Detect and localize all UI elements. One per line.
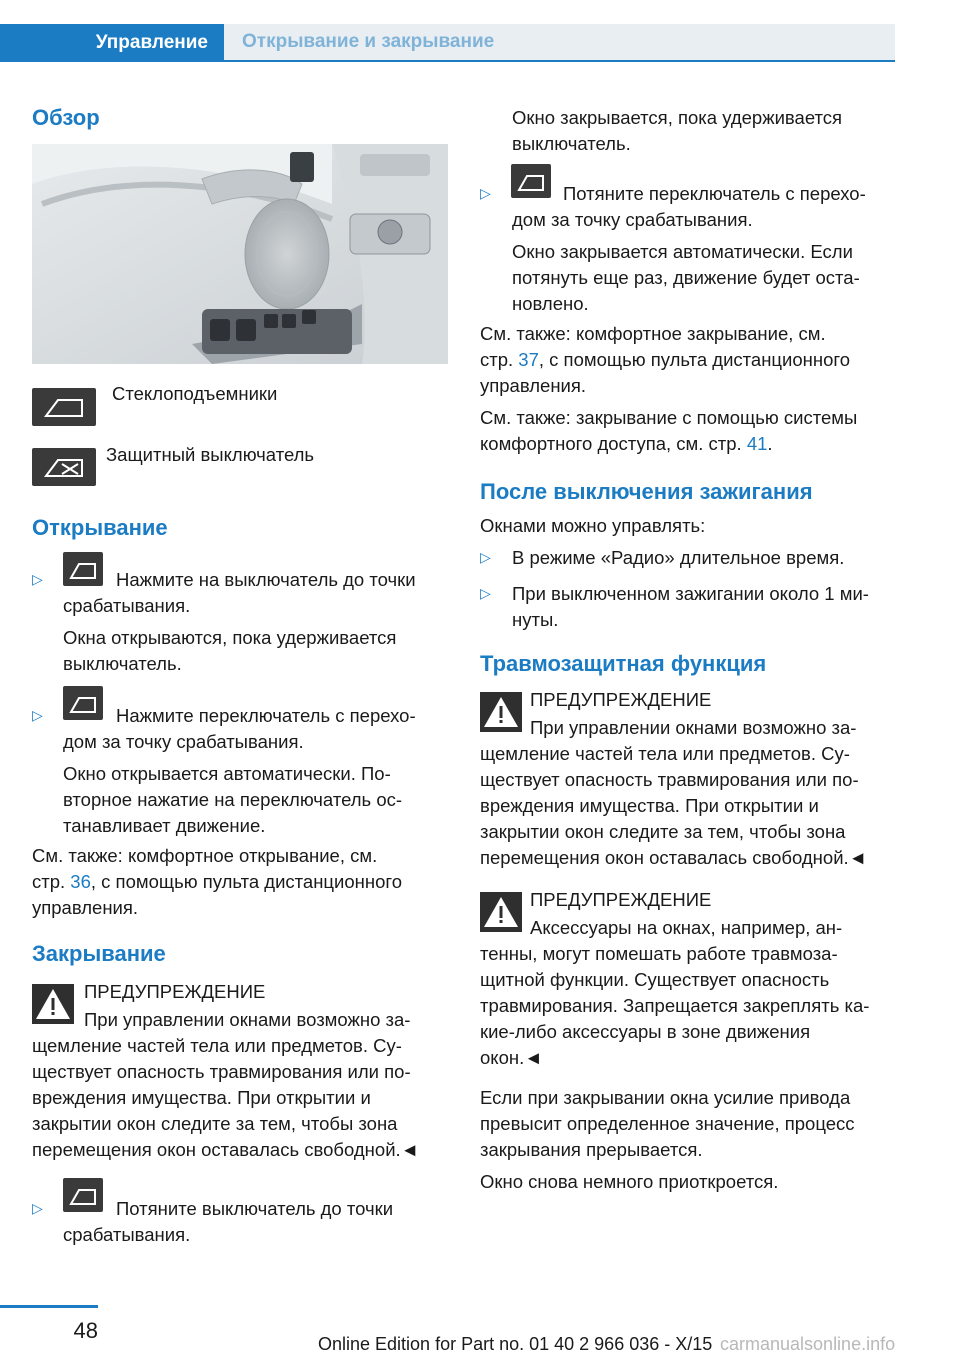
open-bullet-2-line2: дом за точку срабатывания. [63, 731, 304, 752]
page-header [0, 24, 960, 62]
warning-triangle-icon [32, 984, 74, 1024]
after-ignition-bullet-2-line1: При выключенном зажигании около 1 ми- [512, 583, 869, 604]
edition-text: Online Edition for Part no. 01 40 2 966 036 - X/15 [318, 1334, 713, 1354]
warning-2-line1: Аксессуары на окнах, например, ан- [530, 917, 843, 938]
warning-triangle-icon [480, 892, 522, 932]
after-ignition-intro: Окнами можно управлять: [480, 515, 706, 536]
window-switch-icon [511, 164, 551, 198]
watermark: carmanualsonline.info [720, 1334, 896, 1354]
warning-line2: щемление частей тела или предметов. Су- [32, 1035, 402, 1056]
see-also-close1-suffix: , с помощью пульта дистанционного [538, 349, 850, 370]
close-bullet-1-sub1: Окно закрывается, пока удерживается [512, 107, 843, 128]
warning-line4: вреждения имущества. При открытии и [32, 1087, 371, 1108]
bullet-icon: ▷ [480, 549, 491, 565]
window-switch-icon [63, 552, 103, 586]
window-switch-icon [63, 1178, 103, 1212]
open-bullet-1-line2: срабатывания. [63, 595, 191, 616]
warning-line5: закрытии окон следите за тем, чтобы зона [32, 1113, 398, 1134]
warning-line1: При управлении окнами возможно за- [84, 1009, 411, 1030]
open-bullet-1-line1: Нажмите на выключатель до точки [116, 569, 416, 590]
see-also-close2-line2 [480, 430, 773, 457]
page-link-41[interactable]: 41 [746, 433, 768, 454]
close-bullet-1-line2: срабатывания. [63, 1224, 191, 1245]
open-bullet-2-sub3: танавливает движение. [63, 815, 266, 836]
door-panel-illustration [32, 144, 448, 364]
warning-1-line1: При управлении окнами возможно за- [530, 717, 857, 738]
after-ignition-heading: После выключения зажигания [480, 479, 813, 504]
header-section-tab: Управление [0, 24, 224, 62]
open-bullet-1-sub1: Окна открываются, пока удерживается [63, 627, 397, 648]
close-bullet-1-line1: Потяните выключатель до точки [116, 1198, 394, 1219]
see-also-open-prefix: стр. [32, 871, 71, 892]
warning-triangle-icon [480, 692, 522, 732]
bullet-icon: ▷ [480, 185, 491, 201]
bullet-icon: ▷ [32, 707, 43, 723]
warning-1-line3: ществует опасность травмирования или по- [480, 769, 859, 790]
warning-2-line4: травмирования. Запрещается закреплять ка- [480, 995, 870, 1016]
open-bullet-2-line1: Нажмите переключатель с перехо- [116, 705, 416, 726]
warning-1-line5: закрытии окон следите за тем, чтобы зона [480, 821, 846, 842]
close-bullet-2-sub1: Окно закрывается автоматически. Если [512, 241, 853, 262]
footer-line [0, 1305, 98, 1308]
see-also-close1-line2 [480, 346, 850, 373]
page-link-37[interactable]: 37 [518, 349, 539, 370]
warning-line6: перемещения окон оставалась свободной.◄ [32, 1139, 419, 1160]
resistance-line2: превысит определенное значение, процесс [480, 1113, 855, 1134]
warning-2-line6: окон.◄ [480, 1047, 543, 1068]
see-also-open-suffix: , с помощью пульта дистанционного [90, 871, 402, 892]
closing-heading: Закрывание [32, 941, 166, 966]
open-bullet-2-sub2: вторное нажатие на переключатель ос- [63, 789, 403, 810]
close-bullet-2-sub2: потянуть еще раз, движение будет оста- [512, 267, 860, 288]
warning-1-line4: вреждения имущества. При открытии и [480, 795, 819, 816]
open-bullet-1-sub2: выключатель. [63, 653, 182, 674]
legend-safety-switch: Защитный выключатель [106, 444, 315, 465]
see-also-close2-suffix: . [767, 433, 773, 454]
see-also-close1-line3: управления. [480, 375, 587, 396]
see-also-close1-prefix: стр. [480, 349, 519, 370]
after-ignition-bullet-2-line2: нуты. [512, 609, 559, 630]
pinch-protection-heading: Травмозащитная функция [480, 651, 767, 676]
header-subsection-tab: Открывание и закрывание [224, 24, 895, 60]
overview-heading: Обзор [32, 105, 100, 130]
warning-1-line6: перемещения окон оставалась свободной.◄ [480, 847, 867, 868]
close-bullet-2-line2: дом за точку срабатывания. [512, 209, 753, 230]
close-bullet-1-sub2: выключатель. [512, 133, 631, 154]
header-underline [224, 60, 895, 62]
see-also-open-line3: управления. [32, 897, 139, 918]
resistance-line3: закрывания прерывается. [480, 1139, 703, 1160]
warning-line3: ществует опасность травмирования или по- [32, 1061, 411, 1082]
after-ignition-bullet-1: В режиме «Радио» длительное время. [512, 547, 845, 568]
legend-window-lifters: Стеклоподъемники [112, 383, 278, 404]
open-bullet-2-sub1: Окно открывается автоматически. По- [63, 763, 391, 784]
safety-switch-icon [32, 448, 96, 486]
see-also-close2-line1: См. также: закрывание с помощью системы [480, 407, 858, 428]
see-also-close2-prefix: комфортного доступа, см. стр. [480, 433, 747, 454]
door-panel-photo [32, 144, 448, 364]
page-number: 48 [73, 1318, 98, 1343]
warning-2-line2: тенны, могут помешать работе травмоза- [480, 943, 838, 964]
see-also-open-line2 [32, 868, 402, 895]
opening-heading: Открывание [32, 515, 168, 540]
resistance-line1: Если при закрывании окна усилие привода [480, 1087, 851, 1108]
warning-1-line2: щемление частей тела или предметов. Су- [480, 743, 850, 764]
close-bullet-2-sub3: новлено. [512, 293, 589, 314]
warning-2-line5: кие-либо аксессуары в зоне движения [480, 1021, 811, 1042]
warning-2-line3: щитной функции. Существует опасность [480, 969, 830, 990]
window-switch-icon [32, 388, 96, 426]
warning-label: ПРЕДУПРЕЖДЕНИЕ [84, 981, 266, 1002]
warning-1-label: ПРЕДУПРЕЖДЕНИЕ [530, 689, 712, 710]
warning-2-label: ПРЕДУПРЕЖДЕНИЕ [530, 889, 712, 910]
page-link-36[interactable]: 36 [70, 871, 91, 892]
bullet-icon: ▷ [32, 571, 43, 587]
bullet-icon: ▷ [32, 1200, 43, 1216]
close-bullet-2-line1: Потяните переключатель с перехо- [563, 183, 866, 204]
bullet-icon: ▷ [480, 585, 491, 601]
see-also-close1-line1: См. также: комфортное закрывание, см. [480, 323, 826, 344]
window-switch-icon [63, 686, 103, 720]
reopen-text: Окно снова немного приоткроется. [480, 1171, 779, 1192]
see-also-open-line1: См. также: комфортное открывание, см. [32, 845, 378, 866]
